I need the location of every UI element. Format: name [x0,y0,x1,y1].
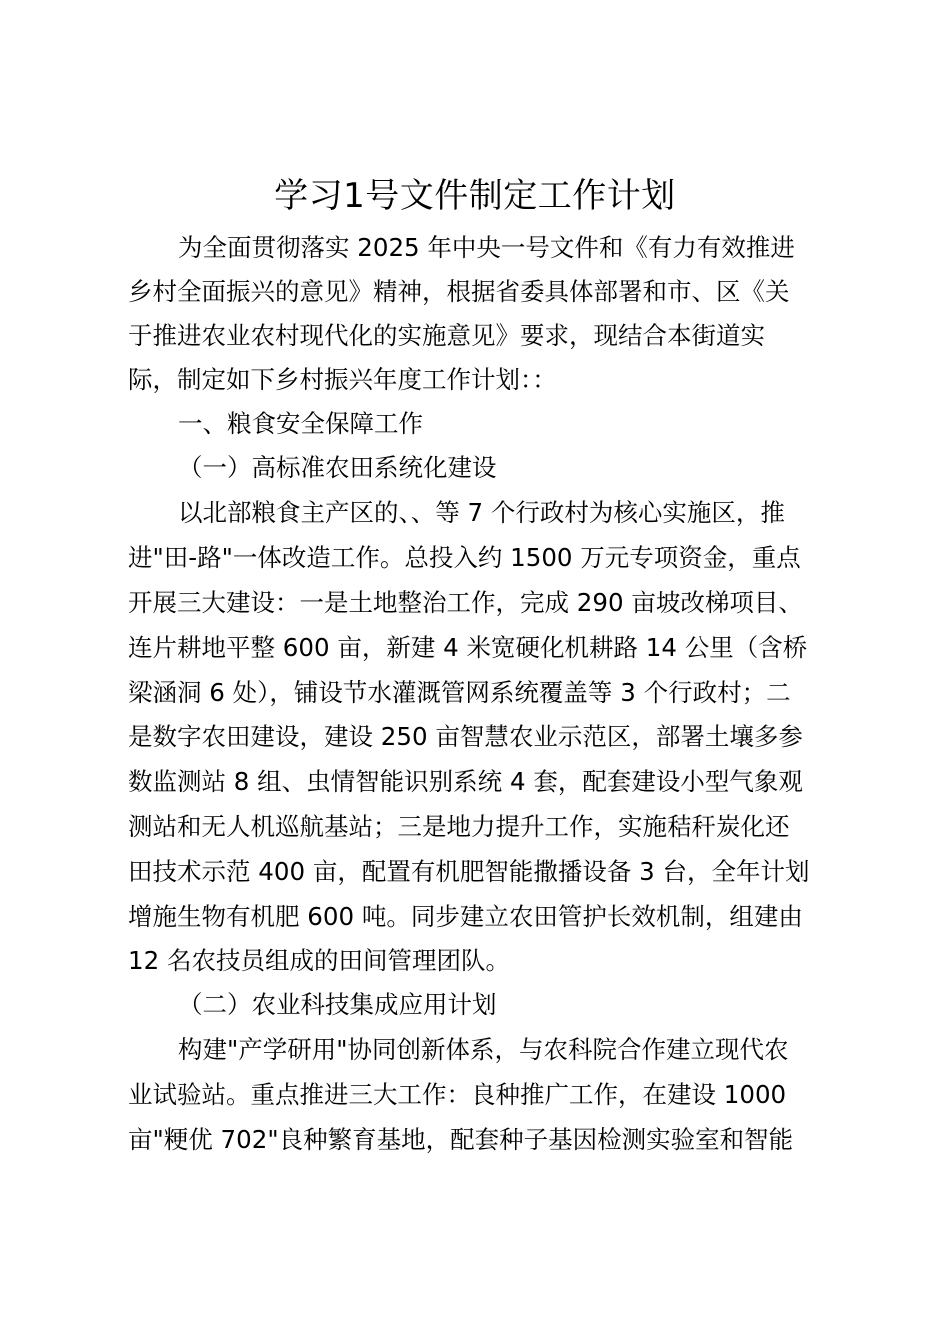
paragraph-line: 连片耕地平整 600 亩，新建 4 米宽硬化机耕路 14 公里（含桥 [128,633,808,662]
subsection-heading: （二）农业科技集成应用计划 [178,990,497,1019]
document-title: 学习1号文件制定工作计划 [274,176,676,216]
paragraph-line: 测站和无人机巡航基站；三是地力提升工作，实施秸秆炭化还 [128,812,790,841]
paragraph-line: 际，制定如下乡村振兴年度工作计划：： [128,365,557,394]
paragraph-line: 以北部粮食主产区的、、等 7 个行政村为核心实施区，推 [178,498,785,527]
paragraph-line: 12 名农技员组成的田间管理团队。 [128,946,510,975]
paragraph-line: 构建"产学研用"协同创新体系，与农科院合作建立现代农 [178,1035,789,1064]
section-heading: 一、粮食安全保障工作 [178,409,423,438]
paragraph-line: 业试验站。重点推进三大工作：良种推广工作，在建设 1000 [128,1080,787,1109]
paragraph-line: 梁涵洞 6 处），铺设节水灌溉管网系统覆盖等 3 个行政村；二 [128,678,791,707]
paragraph-line: 乡村全面振兴的意见》精神，根据省委具体部署和市、区《关 [128,277,790,306]
paragraph-line: 进"田-路"一体改造工作。总投入约 1500 万元专项资金，重点 [128,543,801,572]
paragraph-line: 亩"粳优 702"良种繁育基地，配套种子基因检测实验室和智能 [128,1125,794,1154]
subsection-heading: （一）高标准农田系统化建设 [178,453,497,482]
paragraph-line: 田技术示范 400 亩，配置有机肥智能撒播设备 3 台，全年计划 [128,857,810,886]
paragraph-line: 数监测站 8 组、虫情智能识别系统 4 套，配套建设小型气象观 [128,767,803,796]
paragraph-line: 开展三大建设：一是土地整治工作，完成 290 亩坡改梯项目、 [128,588,803,617]
paragraph-line: 为全面贯彻落实 2025 年中央一号文件和《有力有效推进 [178,233,795,262]
paragraph-line: 于推进农业农村现代化的实施意见》要求，现结合本街道实 [128,321,765,350]
paragraph-line: 是数字农田建设，建设 250 亩智慧农业示范区，部署土壤多参 [128,722,803,751]
paragraph-line: 增施生物有机肥 600 吨。同步建立农田管护长效机制，组建由 [128,902,803,931]
